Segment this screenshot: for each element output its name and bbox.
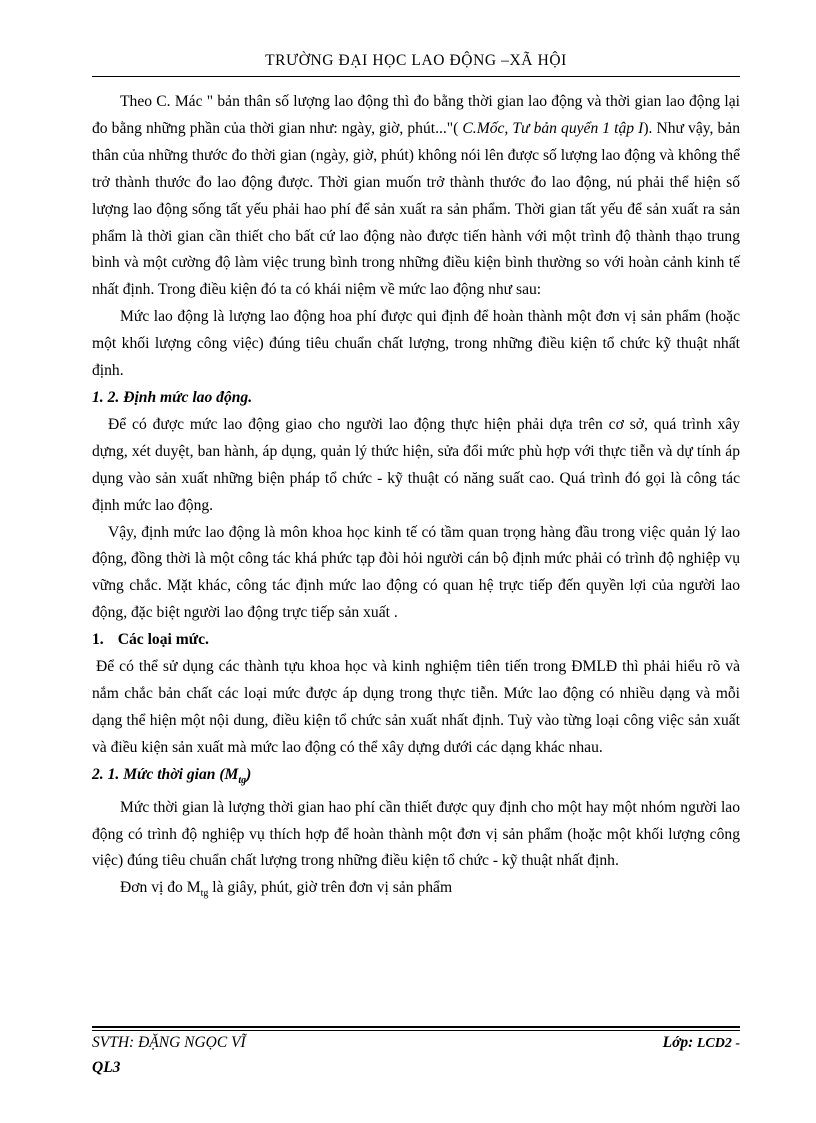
- section-heading-1: [92, 627, 740, 654]
- footer-class: Lớp: LCD2 -: [662, 1034, 740, 1051]
- footer-class-cont: QL3: [92, 1059, 121, 1076]
- section-heading-1-number: 1.: [92, 631, 104, 649]
- paragraph-1: [92, 89, 740, 304]
- citation: C.Mốc, Tư bản quyển 1 tập I: [458, 119, 644, 137]
- page-footer: [92, 1031, 740, 1080]
- page-header: TRƯỜNG ĐẠI HỌC LAO ĐỘNG –XÃ HỘI: [265, 52, 567, 69]
- paragraph-4: Vậy, định mức lao động là môn khoa học kinh tế có tầm quan trọng hàng đầu trong việc quản lý lao động, đồng thời là một công tác khá phức tạp đòi hỏi người cán bộ định mức phải có trình độ nghiệp vụ vững chắc. Mặt khác, công tác định mức lao động có quan hệ trực tiếp đến quyền lợi của người lao động, đặc biệt người lao động trực tiếp sản xuất .: [92, 523, 740, 622]
- paragraph-1-text-b: ). Như vậy, bản thân của những thước đo thời gian (ngày, giờ, phút) không nói lên được số lượng lao động và không thể trở thành thước đo lao động được. Thời gian muốn trở thành thước đo lao động, nú phải thể hiện số lượng lao động sống tất yếu phải hao phí để sản xuất ra sản phẩm. Thời gian tất yếu để sản xuất ra sản phẩm là thời gian cần thiết cho bất cứ lao động nào được tiến hành với một trình độ thành thạo trung bình và một cường độ làm việc trung bình trong những điều kiện bình thường so với hoàn cảnh kinh tế nhất định. Trong điều kiện đó ta có khái niệm về mức lao động như sau:: [92, 119, 740, 299]
- section-heading-1-text: Các loại mức.: [117, 631, 209, 649]
- paragraph-7: Đơn vị đo $M_{tg}$ là giây, phút, giờ trên đơn vị sản phẩm: [120, 879, 453, 900]
- document-body: [92, 89, 740, 908]
- paragraph-3: Để có được mức lao động giao cho người lao động thực hiện phải dựa trên cơ sở, quá trình xây dựng, xét duyệt, ban hành, áp dụng, quản lý thức hiện, sửa đổi mức phù hợp với thực tiễn và dự tính áp dụng vào sản xuất những biện pháp tổ chức - kỹ thuật có năng suất cao. Quá trình đó gọi là công tác định mức lao động.: [92, 415, 740, 514]
- section-heading-1-2: 1. 2. Định mức lao động.: [92, 388, 253, 406]
- paragraph-2: Mức lao động là lượng lao động hoa phí được qui định để hoàn thành một đơn vị sản phẩm (hoặc một khối lượng công việc) đúng tiêu chuẩn chất lượng, trong những điều kiện tổ chức kỹ thuật nhất định.: [92, 308, 740, 380]
- paragraph-5: Để có thể sử dụng các thành tựu khoa học và kinh nghiệm tiên tiến trong ĐMLĐ thì phải hiểu rõ và nắm chắc bản chất các loại mức được áp dụng trong thực tiễn. Mức lao động có nhiều dạng và mỗi dạng thể hiện một nội dung, điều kiện tổ chức sản xuất nhất định. Tuỳ vào từng loại công việc sản xuất và điều kiện sản xuất mà mức lao động có thể xây dựng dưới các dạng khác nhau.: [92, 658, 740, 756]
- header-divider: [92, 76, 740, 77]
- section-heading-2-1: 2. 1. Mức thời gian $(M_{tg})$: [92, 765, 252, 786]
- paragraph-6: Mức thời gian là lượng thời gian hao phí cần thiết được quy định cho một hay một nhóm người lao động có trình độ nghiệp vụ thích hợp để hoàn thành một đơn vị sản phẩm (hoặc một khối lượng công việc) đúng tiêu chuẩn chất lượng trong những điều kiện tổ chức - kỹ thuật nhất định.: [92, 798, 740, 870]
- paragraph-1-text-a: Theo C. Mác " bản thân số lượng lao động thì đo bằng thời gian lao động và thời gian lao động lại đo bằng những phần của thời gian như: ngày, giờ, phút..."(: [92, 93, 740, 137]
- footer-student: SVTH: ĐẶNG NGỌC VĨ: [92, 1034, 246, 1051]
